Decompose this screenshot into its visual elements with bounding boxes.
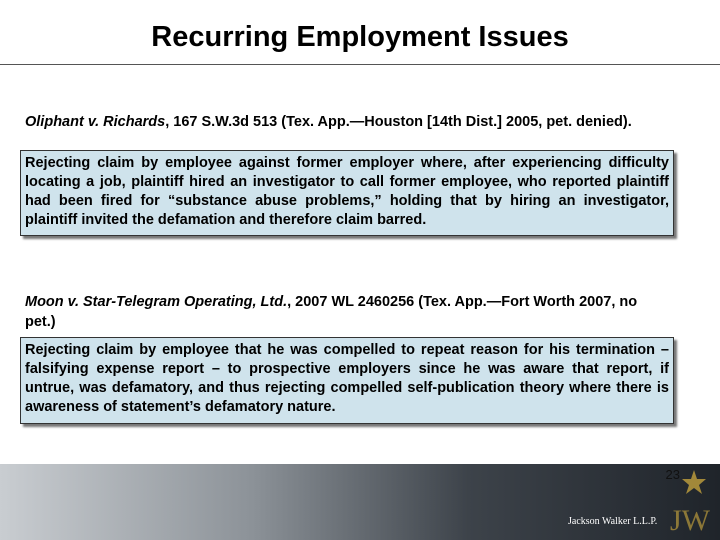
case-name-1: Oliphant v. Richards [25,114,166,130]
slide-title: Recurring Employment Issues [151,21,569,53]
case-summary-2: Rejecting claim by employee that he was compelled to repeat reason for his termination – falsifying expense report – to prospective employers since he was aware that report, if untrue, was defamatory, and thus rejecting compelled self-publication theory where there is awareness of statement’s defamatory nature. [25,342,669,415]
svg-text:JW: JW [670,504,710,537]
case-name-2: Moon v. Star-Telegram Operating, Ltd. [25,294,288,310]
case-cite-1: , 167 S.W.3d 513 (Tex. App.—Houston [14th Dist.] 2005, pet. denied). [165,114,632,130]
jw-logo-icon [664,468,714,538]
case-summary-box-1 [20,150,674,236]
case-summary-1: Rejecting claim by employee against former employer where, after experiencing difficulty locating a job, plaintiff hired an investigator to call former employee, who reported plaintiff had been fired for “substance abuse problems,” holding that by hiring an investigator, plaintiff invited the defamation and therefore claim barred. [25,155,669,228]
firm-name: Jackson Walker L.L.P. [568,516,658,527]
title-divider [0,64,720,65]
page-number: 23 [665,467,680,482]
case-citation-1 [25,112,715,132]
case-citation-2 [25,292,655,332]
case-cite-2: , 2007 WL 2460256 (Tex. App.—Fort Worth 2007, no pet.) [25,294,638,330]
case-summary-box-2 [20,337,674,424]
footer-bar [0,464,720,540]
